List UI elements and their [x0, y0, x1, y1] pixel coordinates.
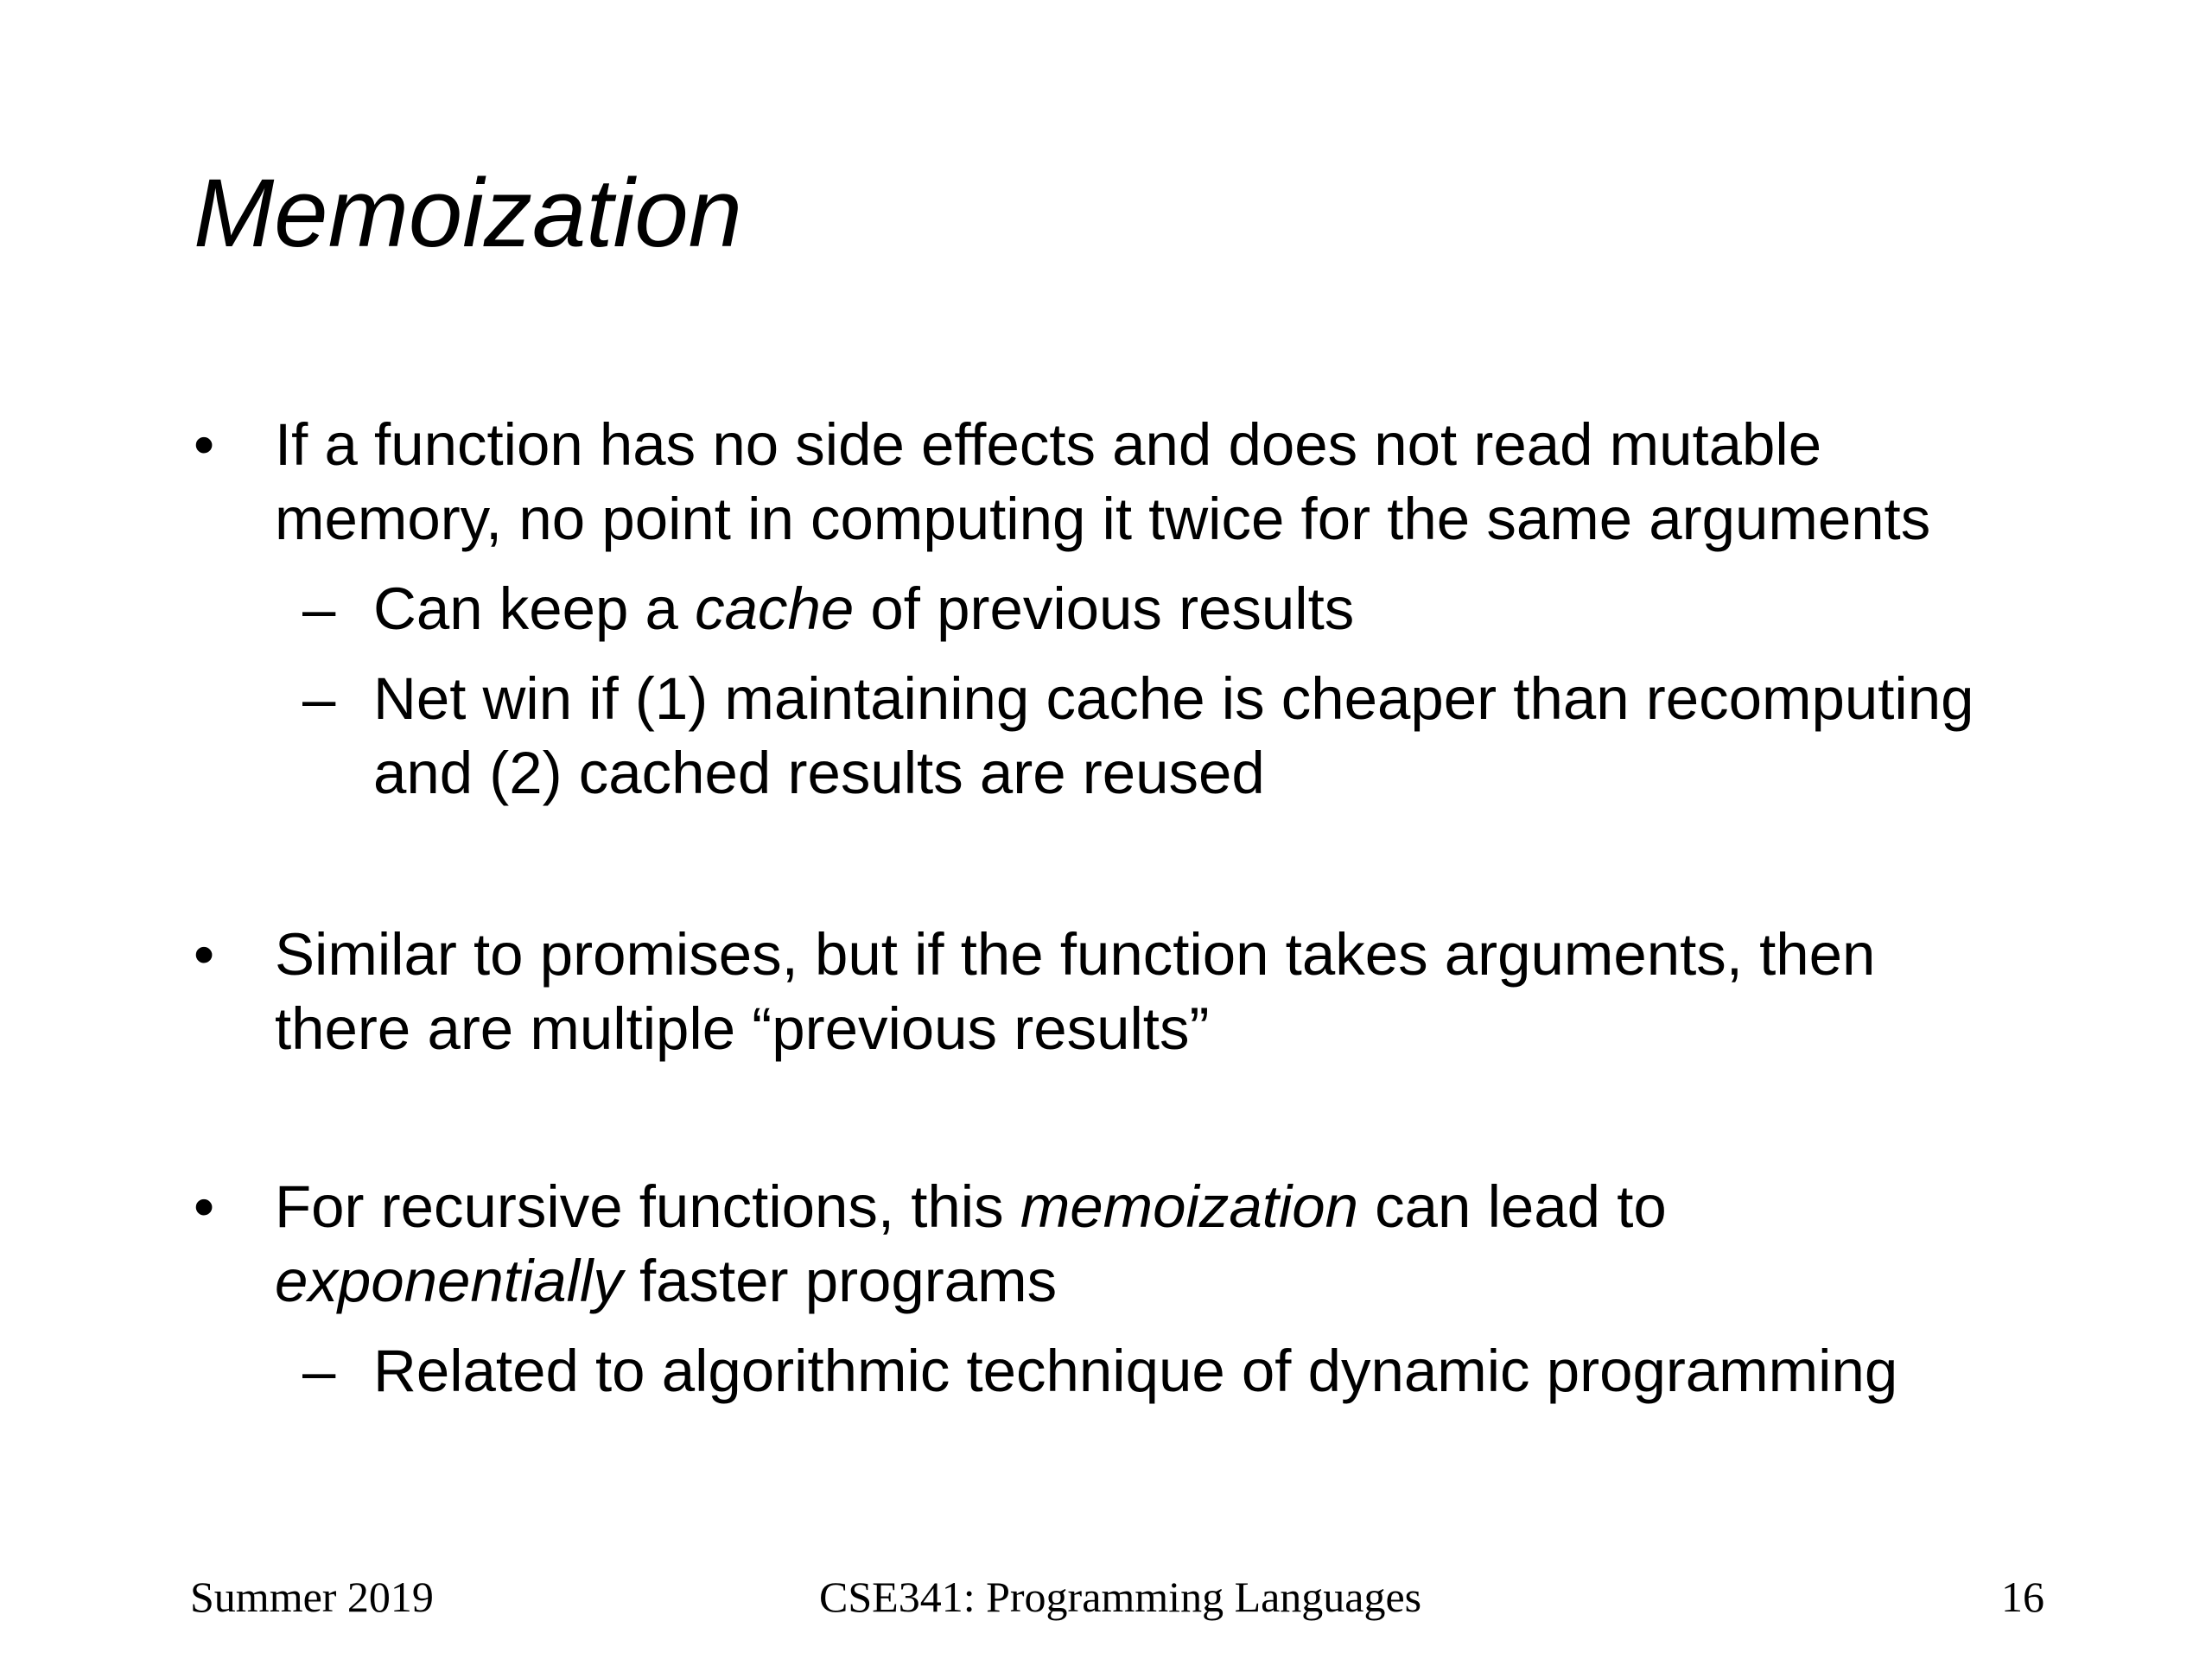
bullet-3-line-1-post: can lead to	[1357, 1173, 1667, 1240]
bullet-2-text	[275, 918, 1875, 1066]
bullet-3-line-1-pre: For recursive functions, this	[275, 1173, 1020, 1240]
bullet-1-sub-2-text	[373, 662, 1974, 810]
bullet-3-text	[275, 1170, 1667, 1319]
bullet-marker: •	[194, 1173, 215, 1240]
sub-bullet-marker: –	[302, 1338, 336, 1404]
sub-1-text-emphasis: cache	[695, 575, 855, 642]
footer-course: CSE341: Programming Languages	[819, 1573, 1422, 1621]
bullet-3-sub-1-text	[373, 1334, 1897, 1408]
bullet-1-sub-1-text	[373, 572, 1354, 646]
bullet-3-line-1-emphasis: memoization	[1020, 1173, 1358, 1240]
sub-1-text-pre: Can keep a	[373, 575, 696, 642]
bullet-2-line-1: Similar to promises, but if the function takes arguments, then	[275, 921, 1876, 988]
bullet-1-text	[275, 408, 1930, 556]
bullet-3-line-2-emphasis: exponentially	[275, 1248, 623, 1314]
bullet-2-line-2: there are multiple “previous results”	[275, 995, 1210, 1062]
bullet-3-sub-1-line: Related to algorithmic technique of dynamic programming	[373, 1338, 1898, 1404]
bullet-marker: •	[194, 411, 215, 478]
bullet-3-line-2-post: faster programs	[622, 1248, 1058, 1314]
sub-2-line-1: Net win if (1) maintaining cache is cheaper than recomputing	[373, 665, 1974, 732]
sub-bullet-marker: –	[302, 665, 336, 732]
sub-2-line-2: and (2) cached results are reused	[373, 740, 1265, 806]
bullet-1-line-2: memory, no point in computing it twice for the same arguments	[275, 486, 1931, 552]
bullet-1-line-1: If a function has no side effects and does not read mutable	[275, 411, 1822, 478]
bullet-marker: •	[194, 921, 215, 988]
footer-page-number: 16	[2001, 1573, 2044, 1621]
sub-bullet-marker: –	[302, 575, 336, 642]
slide-title: Memoization	[194, 159, 742, 267]
sub-1-text-post: of previous results	[854, 575, 1355, 642]
footer-term: Summer 2019	[190, 1573, 434, 1621]
